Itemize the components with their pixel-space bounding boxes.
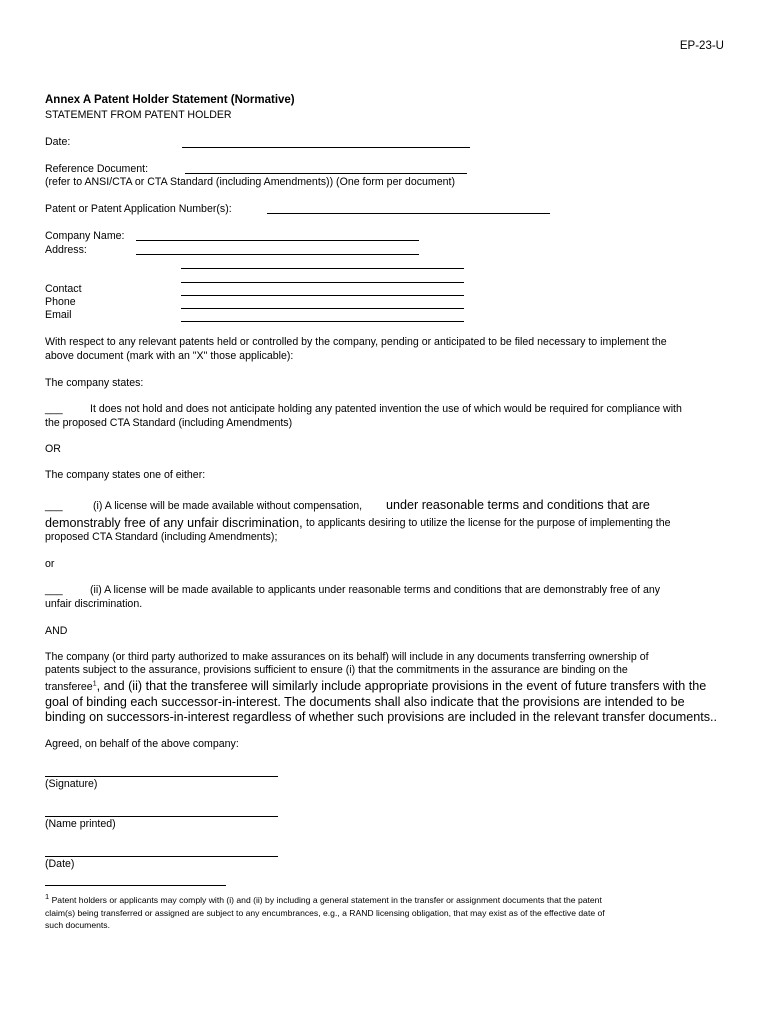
- page-subtitle: STATEMENT FROM PATENT HOLDER: [45, 109, 232, 121]
- footnote-line-2: claim(s) being transferred or assigned are subject to any encumbrances, e.g., a RAND licensing obligation, that may exist as of the effective date of: [45, 908, 605, 918]
- option-i-checkbox[interactable]: ___: [45, 500, 63, 512]
- option-i-text-line-1b: under reasonable terms and conditions that are: [386, 498, 650, 512]
- transfer-text-line-4: goal of binding each successor-in-interest. The documents shall also indicate that the provisions are intended to be: [45, 695, 685, 709]
- option-no-patents-text-line-2: the proposed CTA Standard (including Amendments): [45, 417, 293, 429]
- footnote-marker: 1: [45, 892, 50, 902]
- footnote-line-1: [45, 894, 602, 906]
- or-separator: OR: [45, 443, 61, 455]
- transfer-text-line-2: patents subject to the assurance, provisions sufficient to ensure (i) that the commitments in the assurance are binding on the: [45, 664, 628, 676]
- reference-document-label: Reference Document:: [45, 163, 149, 175]
- signature-field[interactable]: [45, 776, 278, 777]
- signature-date-field[interactable]: [45, 856, 278, 857]
- phone-field[interactable]: [181, 308, 464, 309]
- transfer-text-line-5: binding on successors-in-interest regardless of whether such provisions are included in the relevant transfer documents..: [45, 710, 718, 724]
- option-no-patents-text-line-1: It does not hold and does not anticipate holding any patented invention the use of which would be required for compliance with: [90, 403, 682, 415]
- option-i-text-line-3: proposed CTA Standard (including Amendments);: [45, 531, 278, 543]
- name-printed-label: (Name printed): [45, 818, 116, 830]
- date-label: Date:: [45, 136, 71, 148]
- option-no-patents-checkbox[interactable]: ___: [45, 403, 63, 415]
- company-name-field[interactable]: [136, 240, 419, 241]
- option-i-text-line-2a: demonstrably free of any unfair discrimination,: [45, 516, 303, 530]
- transfer-text-transferee: transferee: [45, 681, 93, 693]
- and-separator: AND: [45, 625, 68, 637]
- agreed-text: Agreed, on behalf of the above company:: [45, 738, 239, 750]
- address-label: Address:: [45, 244, 87, 256]
- date-field[interactable]: [182, 147, 470, 148]
- email-label: Email: [45, 309, 72, 321]
- option-i-text-line-2b: to applicants desiring to utilize the license for the purpose of implementing the: [306, 517, 671, 529]
- signature-label: (Signature): [45, 778, 98, 790]
- transfer-text-line-3-rest: , and (ii) that the transferee will similarly include appropriate provisions in the event of future transfers with the: [96, 679, 707, 693]
- transfer-text-line-3: [45, 678, 706, 694]
- patent-numbers-field[interactable]: [267, 213, 550, 214]
- option-ii-checkbox[interactable]: ___: [45, 584, 63, 596]
- or-separator-lower: or: [45, 558, 55, 570]
- intro-text-line-1: With respect to any relevant patents held or controlled by the company, pending or anticipated to be filed necessary to implement the: [45, 336, 667, 348]
- name-printed-field[interactable]: [45, 816, 278, 817]
- option-ii-text-line-2: unfair discrimination.: [45, 598, 143, 610]
- company-states-either-label: The company states one of either:: [45, 469, 206, 481]
- footnote-line-3: such documents.: [45, 920, 110, 930]
- address-field-line-3[interactable]: [181, 282, 464, 283]
- page-title: Annex A Patent Holder Statement (Normative): [45, 94, 295, 106]
- address-field-line-2[interactable]: [181, 268, 464, 269]
- option-ii-text-line-1: (ii) A license will be made available to applicants under reasonable terms and conditions that are demonstrably free of any: [90, 584, 661, 596]
- document-id: EP-23-U: [679, 40, 724, 52]
- phone-label: Phone: [45, 296, 76, 308]
- company-states-label: The company states:: [45, 377, 144, 389]
- intro-text-line-2: above document (mark with an "X" those applicable):: [45, 350, 294, 362]
- footnote-divider: [45, 885, 226, 886]
- footnote-reference: 1: [92, 680, 97, 688]
- reference-document-note: (refer to ANSI/CTA or CTA Standard (including Amendments)) (One form per document): [45, 176, 455, 188]
- signature-date-label: (Date): [45, 858, 75, 870]
- address-field-line-1[interactable]: [136, 254, 419, 255]
- company-name-label: Company Name:: [45, 230, 125, 242]
- reference-document-field[interactable]: [185, 173, 467, 174]
- option-i-text-line-1a: (i) A license will be made available without compensation,: [93, 500, 363, 512]
- transfer-text-line-1: The company (or third party authorized to make assurances on its behalf) will include in any documents transferring ownership of: [45, 651, 649, 663]
- patent-numbers-label: Patent or Patent Application Number(s):: [45, 203, 232, 215]
- contact-label: Contact: [45, 283, 82, 295]
- contact-field[interactable]: [181, 295, 464, 296]
- email-field[interactable]: [181, 321, 464, 322]
- footnote-line-1-text: Patent holders or applicants may comply with (i) and (ii) by including a general statement in the transfer or assignment documents that the patent: [51, 895, 602, 905]
